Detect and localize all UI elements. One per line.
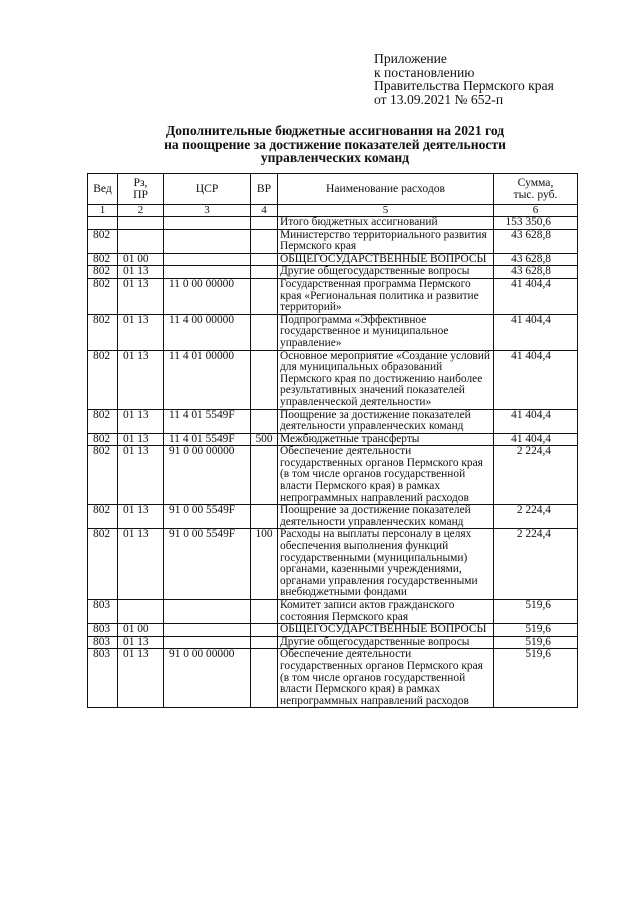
title-line: Дополнительные бюджетные ассигнования на 2021 год <box>165 123 505 138</box>
cell-rz-pr <box>118 600 164 624</box>
table-row <box>88 636 578 649</box>
cell-sum: 41 404,4 <box>494 278 578 314</box>
cell-vr <box>251 446 278 505</box>
table-row <box>88 253 578 266</box>
cell-rz-pr: 01 13 <box>118 278 164 314</box>
cell-name: Основное мероприятие «Создание условий для муниципальных образований Пермского края по достижению наиболее результативных значений показателей управленческой деятельности» <box>278 350 494 409</box>
cell-csr: 11 4 01 00000 <box>164 350 251 409</box>
cell-csr: 11 4 01 5549F <box>164 433 251 446</box>
cell-sum: 2 224,4 <box>494 505 578 529</box>
table-row <box>88 505 578 529</box>
cell-ved: 802 <box>88 350 118 409</box>
cell-sum: 41 404,4 <box>494 314 578 350</box>
cell-csr <box>164 253 251 266</box>
cell-rz-pr: 01 13 <box>118 350 164 409</box>
cell-sum: 519,6 <box>494 636 578 649</box>
header-sum-line1: Сумма, <box>517 176 554 189</box>
cell-rz-pr: 01 00 <box>118 624 164 637</box>
cell-csr: 91 0 00 00000 <box>164 446 251 505</box>
cell-csr: 11 0 00 00000 <box>164 278 251 314</box>
table-row <box>88 649 578 708</box>
cell-ved: 802 <box>88 278 118 314</box>
cell-ved: 802 <box>88 314 118 350</box>
table-body <box>88 205 578 708</box>
column-number: 3 <box>164 205 251 217</box>
cell-sum: 519,6 <box>494 649 578 708</box>
column-number: 2 <box>118 205 164 217</box>
cell-vr <box>251 278 278 314</box>
cell-csr: 91 0 00 5549F <box>164 505 251 529</box>
cell-ved <box>88 217 118 230</box>
column-numbers-row <box>88 205 578 217</box>
cell-sum: 41 404,4 <box>494 350 578 409</box>
budget-table <box>87 173 578 708</box>
cell-name: Обеспечение деятельности государственных органов Пермского края (в том числе органов государственной власти Пермского края) в рамках непрограммных направлений расходов <box>278 446 494 505</box>
cell-rz-pr: 01 13 <box>118 649 164 708</box>
table-row <box>88 529 578 600</box>
cell-rz-pr: 01 13 <box>118 529 164 600</box>
header-name: Наименование расходов <box>278 174 494 205</box>
cell-csr <box>164 229 251 253</box>
cell-ved: 802 <box>88 433 118 446</box>
cell-vr <box>251 600 278 624</box>
cell-name: Поощрение за достижение показателей деятельности управленческих команд <box>278 409 494 433</box>
cell-csr <box>164 624 251 637</box>
cell-ved: 803 <box>88 649 118 708</box>
cell-ved: 802 <box>88 253 118 266</box>
table-row <box>88 217 578 230</box>
cell-ved: 802 <box>88 266 118 279</box>
header-rz-line2: ПР <box>133 188 148 201</box>
appendix-line: Приложение <box>374 51 447 66</box>
column-number: 1 <box>88 205 118 217</box>
cell-rz-pr: 01 13 <box>118 409 164 433</box>
cell-vr <box>251 314 278 350</box>
cell-name: Государственная программа Пермского края «Региональная политика и развитие территорий» <box>278 278 494 314</box>
cell-name: Другие общегосударственные вопросы <box>278 266 494 279</box>
cell-sum: 2 224,4 <box>494 446 578 505</box>
appendix-line: Правительства Пермского края <box>374 78 554 93</box>
cell-rz-pr: 01 00 <box>118 253 164 266</box>
header-sum <box>494 174 578 205</box>
header-csr: ЦСР <box>164 174 251 205</box>
cell-name: Обеспечение деятельности государственных органов Пермского края (в том числе органов государственной власти Пермского края) в рамках непрограммных направлений расходов <box>278 649 494 708</box>
cell-csr: 11 4 01 5549F <box>164 409 251 433</box>
table-row <box>88 409 578 433</box>
cell-name: Поощрение за достижение показателей деятельности управленческих команд <box>278 505 494 529</box>
cell-rz-pr <box>118 217 164 230</box>
cell-csr: 91 0 00 00000 <box>164 649 251 708</box>
cell-name: ОБЩЕГОСУДАРСТВЕННЫЕ ВОПРОСЫ <box>278 624 494 637</box>
cell-rz-pr <box>118 229 164 253</box>
cell-vr <box>251 253 278 266</box>
cell-rz-pr: 01 13 <box>118 314 164 350</box>
cell-csr <box>164 217 251 230</box>
table-header-row <box>88 174 578 205</box>
cell-vr <box>251 624 278 637</box>
title-line: управленческих команд <box>260 150 410 166</box>
cell-vr <box>251 350 278 409</box>
header-rz-pr <box>118 174 164 205</box>
cell-ved: 803 <box>88 624 118 637</box>
appendix-line: к постановлению <box>374 64 475 80</box>
cell-vr <box>251 229 278 253</box>
cell-rz-pr: 01 13 <box>118 433 164 446</box>
cell-name: ОБЩЕГОСУДАРСТВЕННЫЕ ВОПРОСЫ <box>278 253 494 266</box>
cell-rz-pr: 01 13 <box>118 266 164 279</box>
header-ved: Вед <box>88 174 118 205</box>
cell-rz-pr: 01 13 <box>118 505 164 529</box>
appendix-note <box>374 52 554 106</box>
header-vr: ВР <box>251 174 278 205</box>
cell-sum: 153 350,6 <box>494 217 578 230</box>
cell-vr <box>251 636 278 649</box>
cell-ved: 802 <box>88 409 118 433</box>
cell-rz-pr: 01 13 <box>118 636 164 649</box>
cell-vr <box>251 217 278 230</box>
cell-vr <box>251 266 278 279</box>
column-number: 6 <box>494 205 578 217</box>
cell-ved: 802 <box>88 529 118 600</box>
cell-csr <box>164 636 251 649</box>
cell-rz-pr: 01 13 <box>118 446 164 505</box>
table-row <box>88 446 578 505</box>
cell-csr <box>164 600 251 624</box>
table-row <box>88 600 578 624</box>
cell-sum: 41 404,4 <box>494 433 578 446</box>
cell-vr <box>251 649 278 708</box>
appendix-line: от 13.09.2021 № 652-п <box>374 91 504 107</box>
cell-name: Министерство территориального развития Пермского края <box>278 229 494 253</box>
cell-sum: 43 628,8 <box>494 253 578 266</box>
cell-csr: 11 4 00 00000 <box>164 314 251 350</box>
table-row <box>88 314 578 350</box>
table-row <box>88 278 578 314</box>
column-number: 4 <box>251 205 278 217</box>
cell-csr <box>164 266 251 279</box>
table-row <box>88 266 578 279</box>
cell-name: Другие общегосударственные вопросы <box>278 636 494 649</box>
table-row <box>88 350 578 409</box>
title-line: на поощрение за достижение показателей деятельности <box>164 136 506 152</box>
cell-vr <box>251 409 278 433</box>
table-row <box>88 229 578 253</box>
table-row <box>88 433 578 446</box>
cell-csr: 91 0 00 5549F <box>164 529 251 600</box>
cell-name: Расходы на выплаты персоналу в целях обеспечения выполнения функций государственными (муниципальными) органами, казенными учреждениями, органами управления государственными внебюджетными фондами <box>278 529 494 600</box>
cell-ved: 802 <box>88 505 118 529</box>
cell-sum: 519,6 <box>494 624 578 637</box>
cell-ved: 803 <box>88 636 118 649</box>
header-rz-line1: Рз, <box>133 176 148 189</box>
cell-name: Межбюджетные трансферты <box>278 433 494 446</box>
table-row <box>88 624 578 637</box>
cell-sum: 519,6 <box>494 600 578 624</box>
cell-name: Комитет записи актов гражданского состояния Пермского края <box>278 600 494 624</box>
cell-sum: 2 224,4 <box>494 529 578 600</box>
cell-vr <box>251 505 278 529</box>
column-number: 5 <box>278 205 494 217</box>
cell-sum: 41 404,4 <box>494 409 578 433</box>
header-sum-line2: тыс. руб. <box>513 188 558 201</box>
cell-ved: 802 <box>88 446 118 505</box>
cell-sum: 43 628,8 <box>494 229 578 253</box>
cell-name: Итого бюджетных ассигнований <box>278 217 494 230</box>
cell-vr: 100 <box>251 529 278 600</box>
cell-sum: 43 628,8 <box>494 266 578 279</box>
cell-ved: 803 <box>88 600 118 624</box>
cell-vr: 500 <box>251 433 278 446</box>
cell-name: Подпрограмма «Эффективное государственное и муниципальное управление» <box>278 314 494 350</box>
cell-ved: 802 <box>88 229 118 253</box>
document-title <box>90 124 580 165</box>
